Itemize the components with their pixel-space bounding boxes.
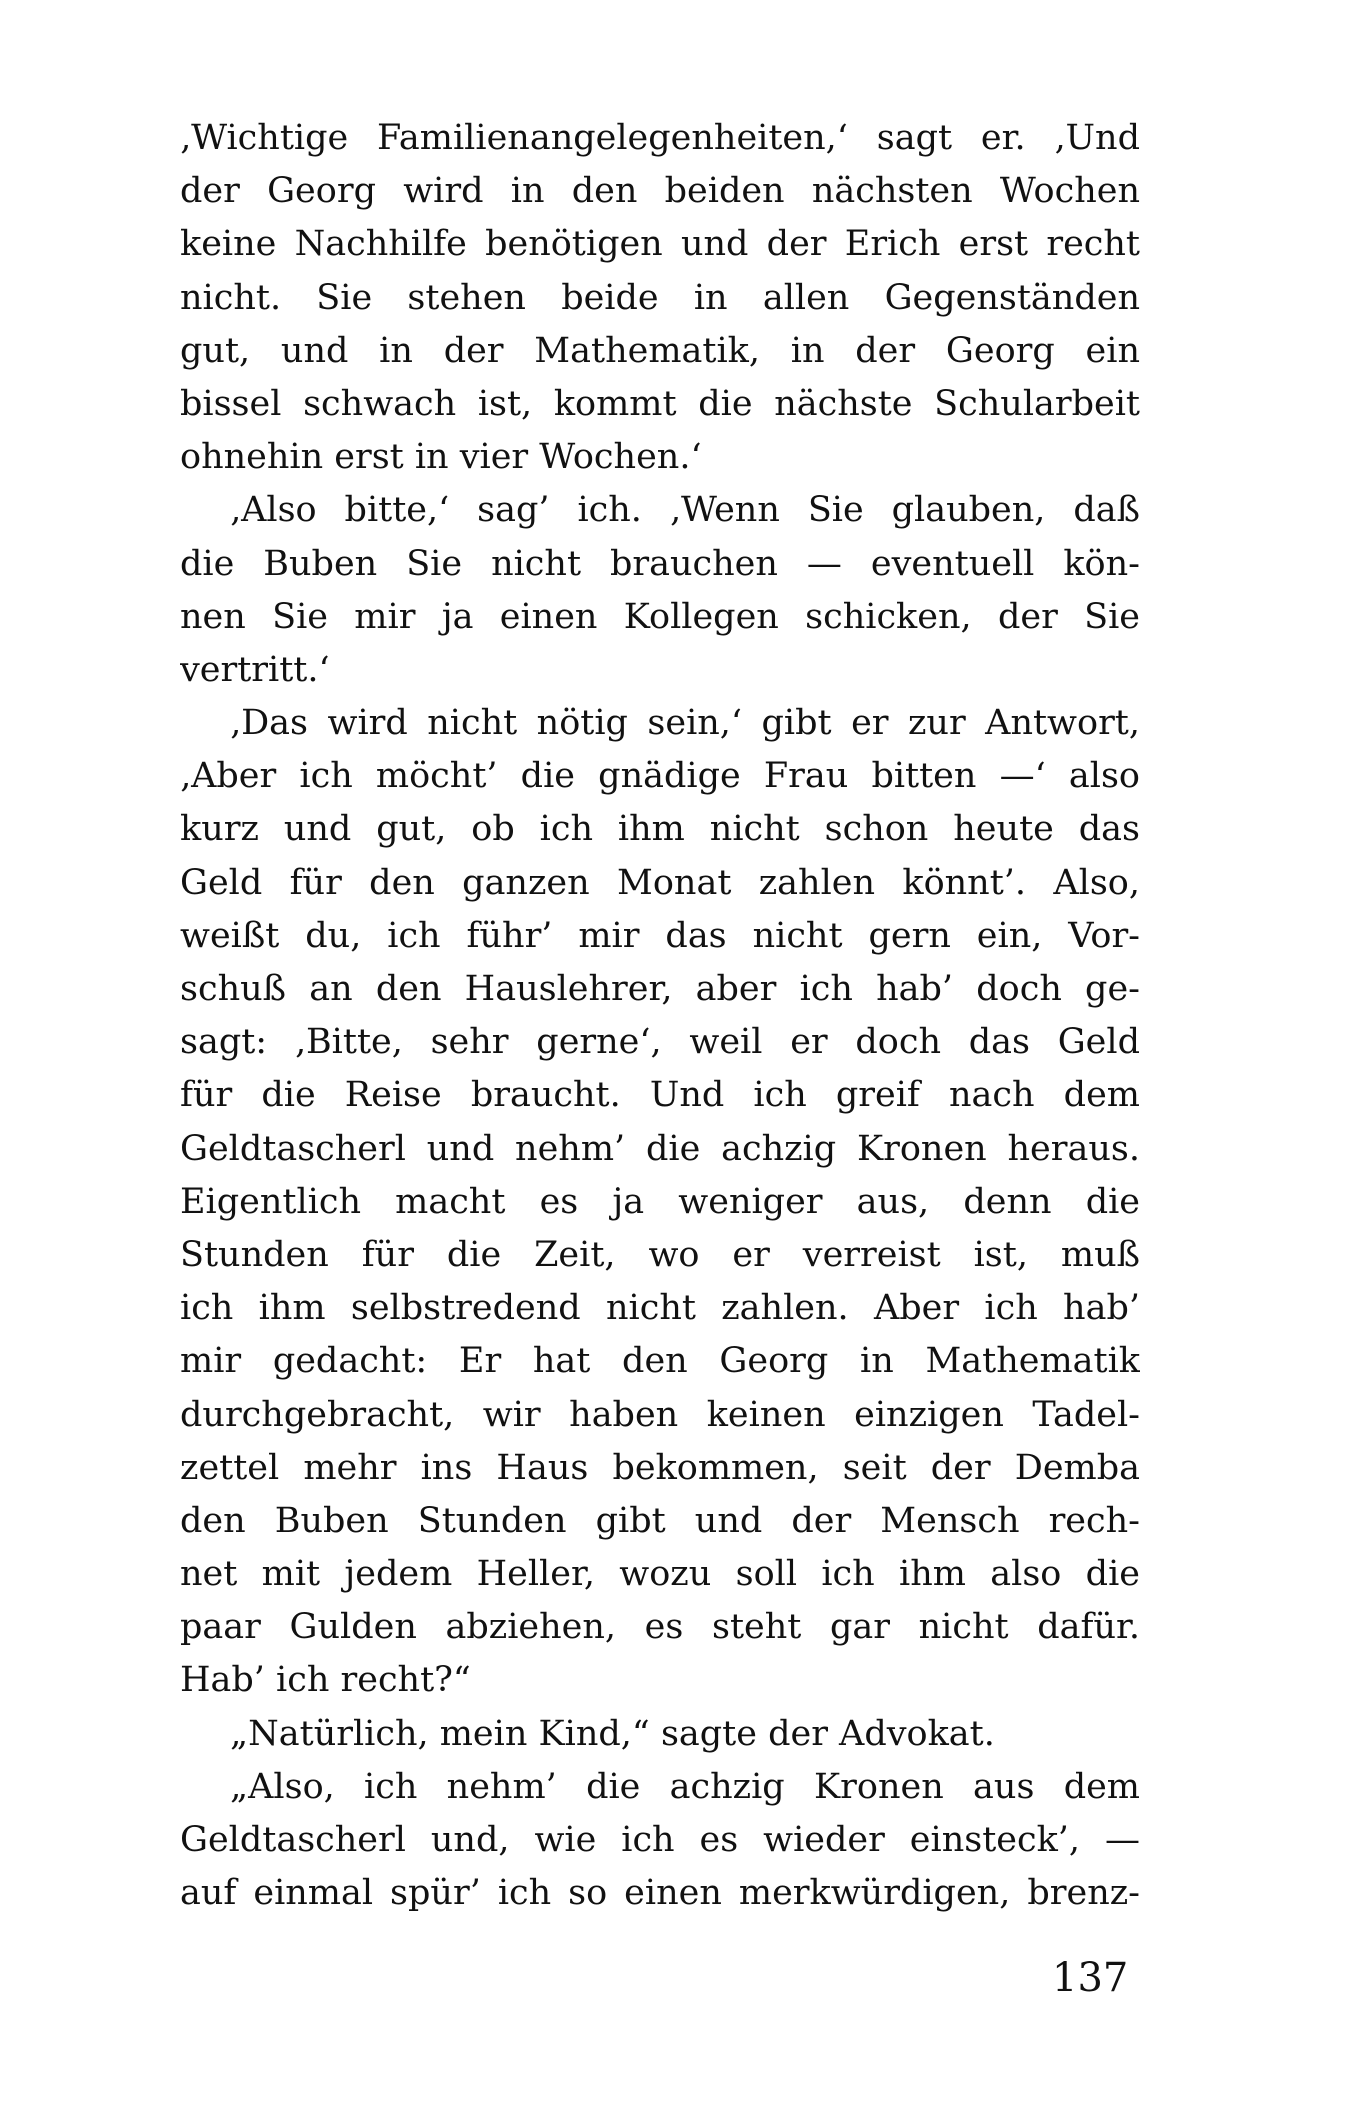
text-line: durchgebracht, wir haben keinen einzigen Tadel- bbox=[180, 1394, 1140, 1435]
text-line: zettel mehr ins Haus bekommen, seit der Demba bbox=[180, 1447, 1140, 1488]
text-line: sagt: ‚Bitte, sehr gerne‘, weil er doch das Geld bbox=[180, 1022, 1140, 1063]
text-line: nicht. Sie stehen beide in allen Gegenständen bbox=[180, 277, 1140, 318]
text-line: kurz und gut, ob ich ihm nicht schon heute das bbox=[180, 809, 1140, 850]
text-line: weißt du, ich führ’ mir das nicht gern ein, Vor- bbox=[180, 915, 1140, 956]
text-line: keine Nachhilfe benötigen und der Erich erst recht bbox=[180, 224, 1140, 265]
text-line: die Buben Sie nicht brauchen — eventuell kön- bbox=[180, 543, 1140, 584]
text-line: Hab’ ich recht?“ bbox=[180, 1660, 471, 1701]
text-line: paar Gulden abziehen, es steht gar nicht dafür. bbox=[180, 1607, 1140, 1648]
text-line: Geld für den ganzen Monat zahlen könnt’. Also, bbox=[180, 862, 1140, 903]
text-line: ‚Also bitte,‘ sag’ ich. ‚Wenn Sie glauben, daß bbox=[230, 490, 1140, 531]
text-line: ohnehin erst in vier Wochen.‘ bbox=[180, 437, 702, 478]
text-line: Geldtascherl und nehm’ die achzig Kronen heraus. bbox=[180, 1128, 1140, 1169]
text-line: mir gedacht: Er hat den Georg in Mathematik bbox=[180, 1341, 1140, 1382]
text-line: ‚Aber ich möcht’ die gnädige Frau bitten —‘ also bbox=[180, 756, 1140, 797]
text-line: schuß an den Hauslehrer, aber ich hab’ doch ge- bbox=[180, 969, 1140, 1009]
text-line: „Natürlich, mein Kind,“ sagte der Advokat. bbox=[230, 1713, 995, 1754]
text-line: Stunden für die Zeit, wo er verreist ist, muß bbox=[180, 1234, 1140, 1275]
text-line: net mit jedem Heller, wozu soll ich ihm also die bbox=[180, 1554, 1140, 1595]
body-text bbox=[180, 112, 1140, 1920]
page-number: 137 bbox=[1052, 1955, 1129, 2001]
text-line: für die Reise braucht. Und ich greif nach dem bbox=[180, 1075, 1140, 1116]
text-line: der Georg wird in den beiden nächsten Wochen bbox=[180, 171, 1140, 212]
text-line: vertritt.‘ bbox=[180, 649, 330, 690]
text-line: auf einmal spür’ ich so einen merkwürdigen, brenz- bbox=[180, 1873, 1140, 1914]
text-line: nen Sie mir ja einen Kollegen schicken, der Sie bbox=[180, 596, 1140, 637]
text-line: „Also, ich nehm’ die achzig Kronen aus dem bbox=[230, 1766, 1140, 1807]
text-line: ich ihm selbstredend nicht zahlen. Aber ich hab’ bbox=[180, 1288, 1140, 1329]
text-line: Geldtascherl und, wie ich es wieder einsteck’, — bbox=[180, 1820, 1140, 1860]
text-line: Eigentlich macht es ja weniger aus, denn die bbox=[180, 1181, 1140, 1222]
text-line: bissel schwach ist, kommt die nächste Schularbeit bbox=[180, 383, 1140, 424]
text-line: ‚Wichtige Familienangelegenheiten,‘ sagt er. ‚Und bbox=[180, 118, 1140, 158]
text-line: gut, und in der Mathematik, in der Georg ein bbox=[180, 330, 1140, 371]
text-line: den Buben Stunden gibt und der Mensch rech- bbox=[180, 1500, 1140, 1541]
text-line: ‚Das wird nicht nötig sein,‘ gibt er zur Antwort, bbox=[230, 703, 1140, 744]
